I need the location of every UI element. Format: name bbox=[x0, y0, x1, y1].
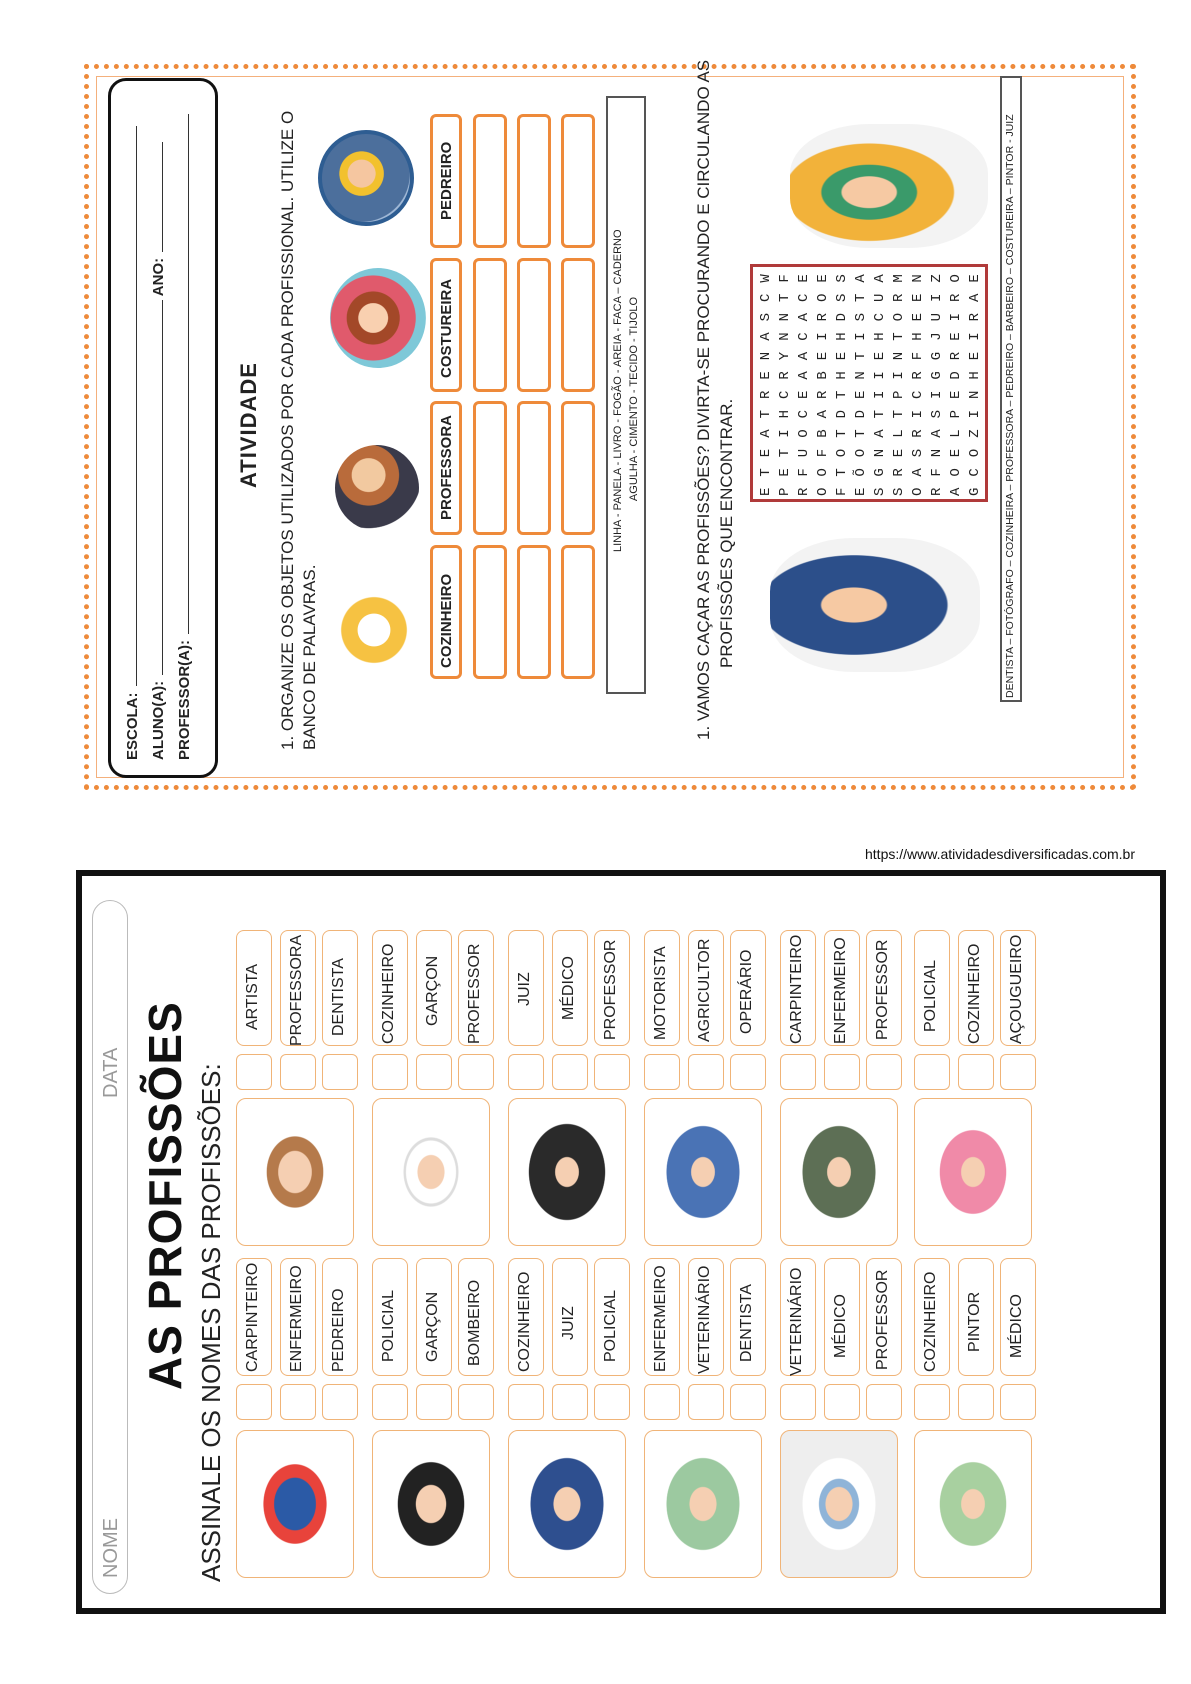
checkbox[interactable] bbox=[552, 1054, 588, 1090]
option-label: OPERÁRIO bbox=[738, 949, 755, 1034]
option-label: AGRICULTOR bbox=[696, 938, 713, 1042]
activity-title: ATIVIDADE bbox=[236, 362, 261, 488]
option-label: PROFESSOR bbox=[874, 939, 891, 1040]
checkbox[interactable] bbox=[1000, 1054, 1036, 1090]
answer-cell[interactable] bbox=[473, 114, 507, 248]
name-label: NOME bbox=[100, 1518, 122, 1578]
column-label-seamstress: COSTUREIRA bbox=[438, 278, 455, 378]
checkbox[interactable] bbox=[458, 1384, 494, 1420]
answer-cell[interactable] bbox=[517, 114, 551, 248]
checkbox[interactable] bbox=[958, 1054, 994, 1090]
student-field[interactable] bbox=[150, 142, 167, 760]
word-search-row: GCOZINHEIRAE bbox=[967, 263, 983, 496]
option-label: ARTISTA bbox=[244, 963, 261, 1030]
checkbox[interactable] bbox=[780, 1054, 816, 1090]
source-url[interactable]: https://www.atividadesdiversificadas.com.br bbox=[865, 846, 1135, 862]
option-label: ENFERMEIRO bbox=[832, 937, 849, 1044]
checkbox[interactable] bbox=[372, 1384, 408, 1420]
answer-cell[interactable] bbox=[473, 545, 507, 679]
option-label: JUIZ bbox=[560, 1306, 577, 1340]
painter-illustration bbox=[770, 538, 980, 672]
checkbox[interactable] bbox=[416, 1384, 452, 1420]
checkbox[interactable] bbox=[1000, 1384, 1036, 1420]
student-label: ALUNO(A): bbox=[150, 680, 167, 760]
option-label: COZINHEIRO bbox=[966, 943, 983, 1044]
illustration-card-chef bbox=[372, 1098, 490, 1246]
option-label: PROFESSORA bbox=[288, 934, 305, 1046]
word-search-row: RFNASIGGJUIZ bbox=[929, 263, 945, 496]
option-label: COZINHEIRO bbox=[380, 943, 397, 1044]
option-label: COZINHEIRO bbox=[922, 1271, 939, 1372]
option-label: POLICIAL bbox=[922, 959, 939, 1032]
checkbox[interactable] bbox=[508, 1384, 544, 1420]
option-label: VETERINÁRIO bbox=[788, 1267, 805, 1376]
column-label-mason: PEDREIRO bbox=[438, 141, 455, 220]
option-label: PROFESSOR bbox=[602, 939, 619, 1040]
teacher-field[interactable] bbox=[176, 114, 193, 760]
word-bank-line2: AGULHA - CIMENTO - TECIDO - TIJOLO bbox=[628, 296, 640, 502]
option-label: MÉDICO bbox=[1008, 1294, 1025, 1358]
checkbox[interactable] bbox=[866, 1054, 902, 1090]
checkbox[interactable] bbox=[780, 1384, 816, 1420]
checkbox[interactable] bbox=[914, 1054, 950, 1090]
option-label: ENFERMEIRO bbox=[288, 1265, 305, 1372]
cook-illustration bbox=[338, 590, 410, 670]
checkbox[interactable] bbox=[730, 1054, 766, 1090]
answer-cell[interactable] bbox=[473, 258, 507, 392]
option-label: PINTOR bbox=[966, 1291, 983, 1352]
checkbox[interactable] bbox=[688, 1384, 724, 1420]
word-search-row: EÕOTDENTISTA bbox=[853, 263, 869, 496]
answer-cell[interactable] bbox=[473, 401, 507, 535]
question1-line1: 1. ORGANIZE OS OBJETOS UTILIZADOS POR CADA PROFISSIONAL. UTILIZE O bbox=[278, 110, 297, 750]
checkbox[interactable] bbox=[416, 1054, 452, 1090]
illustration-card-butcher bbox=[914, 1098, 1032, 1246]
checkbox[interactable] bbox=[458, 1054, 494, 1090]
illustration-card-veterinarian bbox=[644, 1430, 762, 1578]
option-label: DENTISTA bbox=[738, 1284, 755, 1362]
question1-line2: BANCO DE PALAVRAS. bbox=[300, 564, 319, 750]
illustration-card-doctor bbox=[780, 1430, 898, 1578]
word-search-row: ETEATRENASCW bbox=[758, 263, 774, 496]
illustration-card-painter bbox=[914, 1430, 1032, 1578]
checkbox[interactable] bbox=[866, 1384, 902, 1420]
page-title: AS PROFISSÕES bbox=[139, 1001, 191, 1390]
answer-cell[interactable] bbox=[517, 545, 551, 679]
checkbox[interactable] bbox=[824, 1054, 860, 1090]
option-label: AÇOUGUEIRO bbox=[1008, 934, 1025, 1044]
answer-cell[interactable] bbox=[517, 258, 551, 392]
illustration-card-mason bbox=[236, 1430, 354, 1578]
option-label: GARÇON bbox=[424, 1291, 441, 1362]
option-label: PEDREIRO bbox=[330, 1288, 347, 1372]
word-search-row: SRELTPINTORM bbox=[891, 263, 907, 496]
option-label: MOTORISTA bbox=[652, 946, 669, 1040]
illustration-card-waiter bbox=[372, 1430, 490, 1578]
illustration-card-police bbox=[508, 1430, 626, 1578]
checkbox[interactable] bbox=[594, 1054, 630, 1090]
photographer-illustration bbox=[790, 124, 988, 248]
checkbox[interactable] bbox=[280, 1054, 316, 1090]
answer-cell[interactable] bbox=[561, 258, 595, 392]
option-label: MÉDICO bbox=[560, 956, 577, 1020]
checkbox[interactable] bbox=[914, 1384, 950, 1420]
checkbox[interactable] bbox=[644, 1384, 680, 1420]
checkbox[interactable] bbox=[322, 1054, 358, 1090]
column-label-cook: COZINHEIRO bbox=[438, 573, 455, 668]
seamstress-illustration bbox=[330, 268, 426, 368]
checkbox[interactable] bbox=[236, 1384, 272, 1420]
illustration-card-artist bbox=[236, 1098, 354, 1246]
question2-line2: PROFISSÕES QUE ENCONTRAR. bbox=[717, 398, 736, 668]
word-search-row: RFUOCEAACACE bbox=[796, 263, 812, 496]
checkbox[interactable] bbox=[508, 1054, 544, 1090]
word-search-row: FTOTDTHEHDSS bbox=[834, 263, 850, 496]
option-label: GARÇON bbox=[424, 955, 441, 1026]
checkbox[interactable] bbox=[322, 1384, 358, 1420]
checkbox[interactable] bbox=[552, 1384, 588, 1420]
option-label: PROFESSOR bbox=[874, 1269, 891, 1370]
answer-cell[interactable] bbox=[517, 401, 551, 535]
column-label-teacher: PROFESSORA bbox=[438, 414, 455, 520]
answer-cell[interactable] bbox=[561, 401, 595, 535]
option-label: ENFERMEIRO bbox=[652, 1265, 669, 1372]
illustration-card-carpenter bbox=[780, 1098, 898, 1246]
teacher-illustration bbox=[335, 445, 419, 531]
mason-illustration bbox=[318, 130, 414, 226]
checkbox[interactable] bbox=[372, 1054, 408, 1090]
checkbox[interactable] bbox=[958, 1384, 994, 1420]
option-label: POLICIAL bbox=[380, 1289, 397, 1362]
checkbox[interactable] bbox=[594, 1384, 630, 1420]
subtitle: ASSINALE OS NOMES DAS PROFISSÕES: bbox=[196, 1063, 226, 1582]
school-field[interactable] bbox=[124, 127, 141, 761]
year-label: ANO: bbox=[150, 257, 167, 297]
option-label: DENTISTA bbox=[330, 958, 347, 1036]
checkbox[interactable] bbox=[824, 1384, 860, 1420]
option-label: PROFESSOR bbox=[466, 943, 483, 1044]
word-bank-line1: LINHA - PANELA - LIVRO - FOGÃO - AREIA - FACA – CADERNO bbox=[612, 229, 624, 552]
teacher-label: PROFESSOR(A): bbox=[176, 640, 193, 760]
word-search-row: OASRICRFHEEN bbox=[910, 263, 926, 496]
option-label: COZINHEIRO bbox=[516, 1271, 533, 1372]
illustration-card-farmer bbox=[644, 1098, 762, 1246]
word-search-row: AOELPEDREIRO bbox=[948, 263, 964, 496]
word-search-row: OOFBARBEIROE bbox=[815, 263, 831, 496]
checkbox[interactable] bbox=[236, 1054, 272, 1090]
option-label: JUIZ bbox=[516, 972, 533, 1006]
option-label: VETERINÁRIO bbox=[696, 1265, 713, 1374]
option-label: BOMBEIRO bbox=[466, 1279, 483, 1366]
name-date-field[interactable] bbox=[92, 900, 128, 1594]
checkbox[interactable] bbox=[280, 1384, 316, 1420]
word-search-row: PETIHCRYNNTF bbox=[777, 263, 793, 496]
checkbox[interactable] bbox=[644, 1054, 680, 1090]
option-label: MÉDICO bbox=[832, 1294, 849, 1358]
question2-line1: 1. VAMOS CAÇAR AS PROFISSÕES? DIVIRTA-SE PROCURANDO E CIRCULANDO AS bbox=[694, 59, 713, 740]
words-list: DENTISTA – FOTÓGRAFO – COZINHEIRA – PROFESSORA – PEDREIRO – BARBEIRO – COSTUREIRA – PINTOR - JUIZ bbox=[1004, 114, 1016, 698]
word-search-row: SGNATIIEHCUA bbox=[872, 263, 888, 496]
option-label: CARPINTEIRO bbox=[788, 934, 805, 1044]
checkbox[interactable] bbox=[730, 1384, 766, 1420]
illustration-card-judge bbox=[508, 1098, 626, 1246]
answer-cell[interactable] bbox=[561, 545, 595, 679]
option-label: POLICIAL bbox=[602, 1289, 619, 1362]
school-label: ESCOLA: bbox=[124, 692, 141, 760]
checkbox[interactable] bbox=[688, 1054, 724, 1090]
option-label: CARPINTEIRO bbox=[244, 1262, 261, 1372]
answer-cell[interactable] bbox=[561, 114, 595, 248]
date-label: DATA bbox=[100, 1047, 122, 1098]
